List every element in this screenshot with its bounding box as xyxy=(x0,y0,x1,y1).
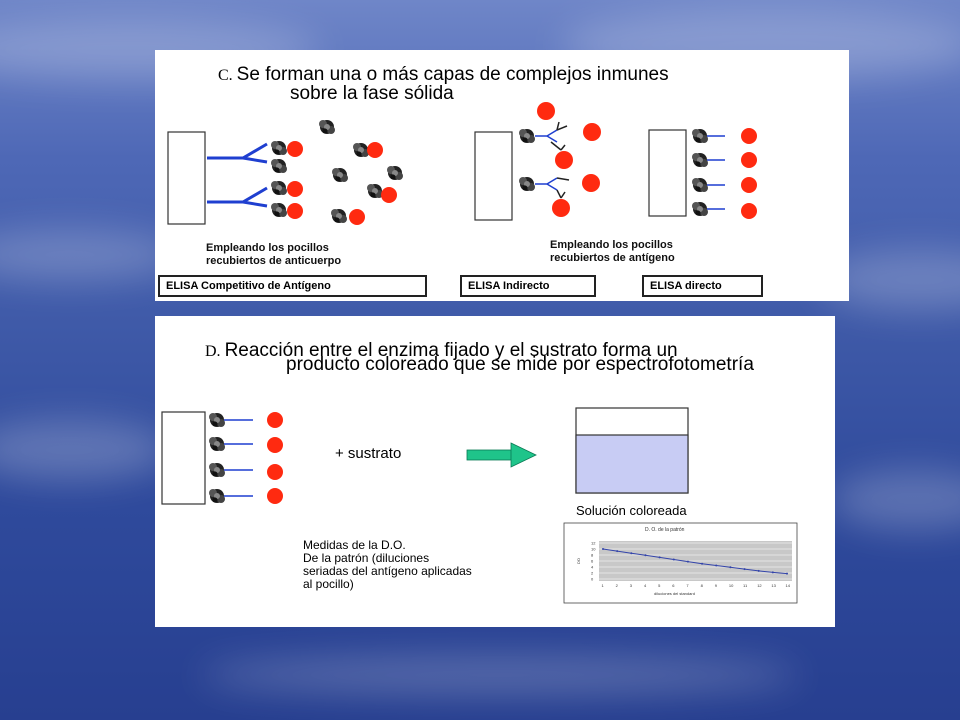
label-elisa-direct: ELISA directo xyxy=(642,275,763,297)
chart-point xyxy=(673,559,675,561)
chart-y-tick: 12 xyxy=(591,540,596,546)
chart-point xyxy=(772,571,774,573)
caption-antibody-coated xyxy=(206,242,341,268)
panel-c-title-line1 xyxy=(218,65,669,85)
background-cloud xyxy=(0,230,180,280)
well-wall xyxy=(168,132,205,224)
chart-x-tick: 9 xyxy=(714,583,717,588)
chart-x-tick: 5 xyxy=(658,583,661,588)
indirect-complexes xyxy=(519,102,601,217)
well-complexes xyxy=(209,412,283,504)
chart-point xyxy=(744,568,746,570)
caption-line: Empleando los pocillos xyxy=(206,242,329,254)
chart-y-tick: 6 xyxy=(591,558,594,564)
chart-title: D. O. de la patrón xyxy=(645,527,685,533)
chart-point xyxy=(616,550,618,552)
chart-x-tick: 3 xyxy=(629,583,633,588)
caption-line: Empleando los pocillos xyxy=(550,239,673,251)
background-cloud xyxy=(200,655,800,695)
chart-point xyxy=(644,554,646,556)
chart-x-tick: 8 xyxy=(700,583,703,588)
chart-y-tick: 0 xyxy=(591,576,594,582)
label-elisa-competitive: ELISA Competitivo de Antígeno xyxy=(158,275,427,297)
standard-curve-chart xyxy=(564,523,797,603)
chart-x-tick: 4 xyxy=(643,583,647,588)
chart-point xyxy=(687,561,689,563)
well-wall xyxy=(162,412,205,504)
panel-d-title-line2: producto coloreado que se mide por espectrofotometría xyxy=(286,354,754,375)
panel-substrate-reaction xyxy=(155,316,835,627)
chart-y-tick: 4 xyxy=(591,564,594,570)
chart-x-tick: 12 xyxy=(757,583,762,588)
chart-point xyxy=(758,570,760,572)
desc-line: De la patrón (diluciones xyxy=(303,551,430,565)
chart-point xyxy=(659,556,661,558)
desc-line: al pocillo) xyxy=(303,577,354,591)
title-text: Se forman una o más capas de complejos inmunes xyxy=(236,64,669,85)
antigen-enzyme-conjugates xyxy=(271,120,403,225)
chart-y-tick: 8 xyxy=(591,552,594,558)
chart-x-tick: 13 xyxy=(771,583,776,588)
chart-x-tick: 2 xyxy=(615,583,618,588)
caption-line: recubiertos de anticuerpo xyxy=(206,255,342,267)
chart-x-tick: 7 xyxy=(686,583,689,588)
panel-immune-complexes xyxy=(155,50,849,301)
chart-x-tick: 1 xyxy=(601,583,604,588)
chart-y-tick: 2 xyxy=(591,570,594,576)
caption-antigen-coated xyxy=(550,239,675,265)
label-elisa-indirect: ELISA Indirecto xyxy=(460,275,596,297)
panel-c-title-line2: sobre la fase sólida xyxy=(290,83,454,104)
well-wall xyxy=(649,130,686,216)
chart-x-tick: 10 xyxy=(728,583,734,588)
colored-solution xyxy=(576,435,688,493)
panel-letter: C. xyxy=(218,67,233,84)
substrate-label: + sustrato xyxy=(335,445,402,462)
caption-line: recubiertos de antígeno xyxy=(550,252,675,264)
right-arrow-icon xyxy=(467,443,536,467)
panel-letter: D. xyxy=(205,343,221,360)
chart-point xyxy=(715,565,717,567)
od-measurement-description xyxy=(303,539,472,591)
chart-point xyxy=(729,566,731,568)
capture-antibody xyxy=(207,144,267,206)
chart-y-label: DO xyxy=(576,558,581,564)
chart-point xyxy=(630,552,632,554)
chart-x-tick: 11 xyxy=(743,583,748,588)
background-cloud xyxy=(830,470,960,530)
chart-point xyxy=(602,548,604,550)
solution-label: Solución coloreada xyxy=(576,503,687,518)
chart-point xyxy=(786,573,788,575)
background-cloud xyxy=(0,420,170,480)
chart-x-label: diluciones del standard xyxy=(654,591,695,596)
chart-x-tick: 14 xyxy=(785,583,790,588)
desc-line: seriadas del antígeno aplicadas xyxy=(303,564,472,578)
chart-x-tick: 6 xyxy=(672,583,675,588)
chart-y-tick: 10 xyxy=(591,546,596,552)
well-wall xyxy=(475,132,512,220)
chart-point xyxy=(701,563,703,565)
title-text: Reacción entre el enzima fijado y el sustrato forma un xyxy=(224,340,678,361)
direct-complexes xyxy=(692,128,757,219)
desc-line: Medidas de la D.O. xyxy=(303,538,406,552)
